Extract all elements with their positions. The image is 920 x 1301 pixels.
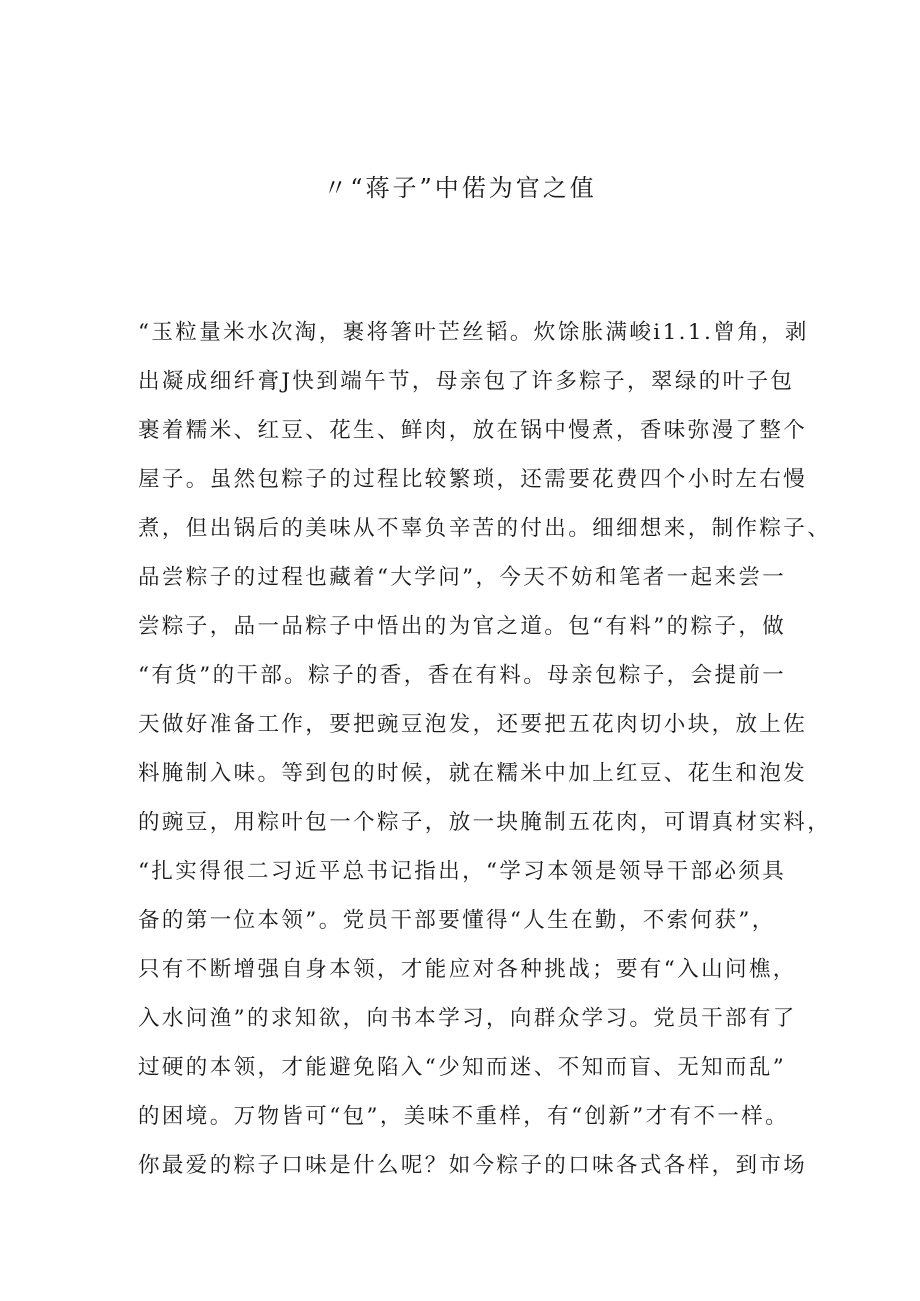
text-line: 天做好准备工作，要把豌豆泡发，还要把五花肉切小块，放上佐 xyxy=(138,712,808,737)
text-line: 入水问渔”的求知欲，向书本学习，向群众学习。党员干部有了 xyxy=(138,1006,797,1031)
text-line: 的困境。万物皆可“包”，美味不重样，有“创新”才有不一样。 xyxy=(138,1104,790,1129)
text-line: “玉粒量米水次淘，裹将箸叶芒丝韬。炊馀胀满峻i1.1.曾角，剥 xyxy=(138,320,809,345)
text-line: 出凝成细纤膏J快到端午节，母亲包了许多粽子，翠绿的叶子包 xyxy=(138,369,795,394)
document-body xyxy=(138,308,832,1190)
text-line: 料腌制入味。等到包的时候，就在糯米中加上红豆、花生和泡发 xyxy=(138,761,808,786)
text-line: 你最爱的粽子口味是什么呢？如今粽子的口味各式各样，到市场 xyxy=(138,1153,808,1178)
text-line: 只有不断增强自身本领，才能应对各种挑战；要有“入山问樵， xyxy=(138,957,797,982)
text-line: 裹着糯米、红豆、花生、鲜肉，放在锅中慢煮，香味弥漫了整个 xyxy=(138,418,808,443)
document-title: 〃“蒋子”中偌为官之值 xyxy=(323,174,597,202)
text-line: 的豌豆，用粽叶包一个粽子，放一块腌制五花肉，可谓真材实料， xyxy=(138,810,832,835)
text-line: 过硬的本领，才能避免陷入“少知而迷、不知而盲、无知而乱” xyxy=(138,1055,787,1080)
text-line: 品尝粽子的过程也藏着“大学问”，今天不妨和笔者一起来尝一 xyxy=(138,565,787,590)
text-line: 备的第一位本领”。党员干部要懂得“人生在勤，不索何获”， xyxy=(138,908,776,933)
text-line: “有货”的干部。粽子的香，香在有料。母亲包粽子，会提前一 xyxy=(138,663,787,688)
text-line: 煮，但出锅后的美味从不辜负辛苦的付出。细细想来，制作粽子、 xyxy=(138,516,832,541)
text-line: “扎实得很二习近平总书记指出，“学习本领是领导干部必须具 xyxy=(138,859,787,884)
text-line: 屋子。虽然包粽子的过程比较繁琐，还需要花费四个小时左右慢 xyxy=(138,467,808,492)
text-line: 尝粽子，品一品粽子中悟出的为官之道。包“有料”的粽子，做 xyxy=(138,614,787,639)
